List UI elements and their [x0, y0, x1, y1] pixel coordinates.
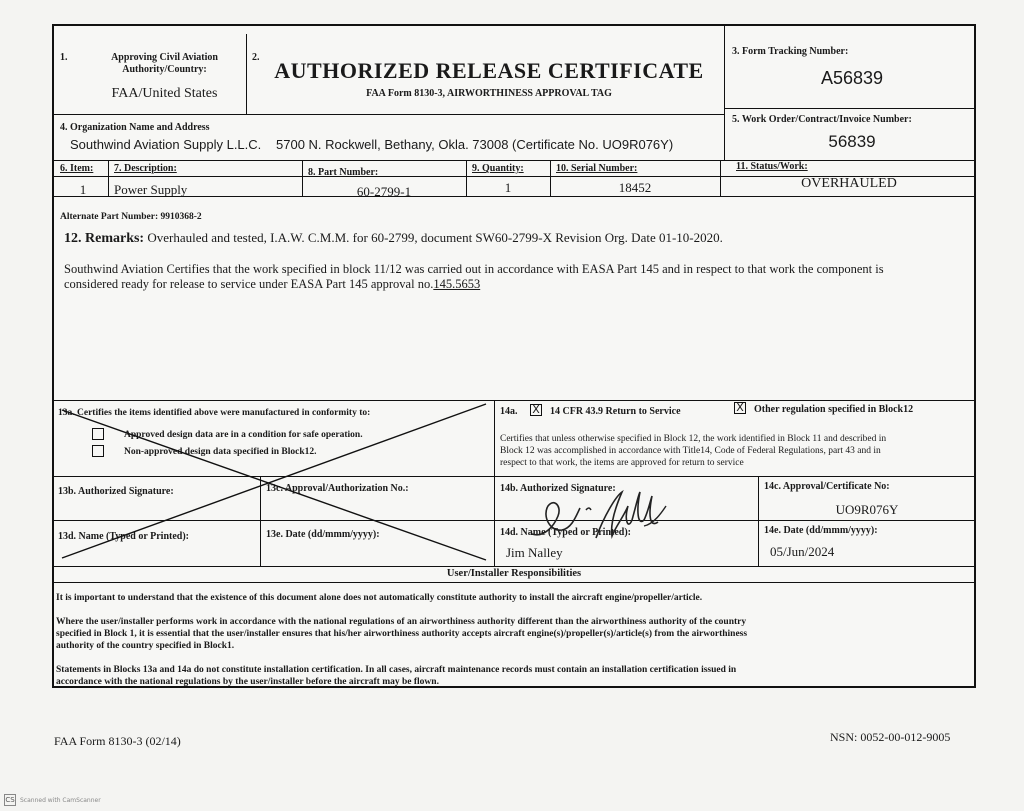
- other-regulation-checkbox[interactable]: X: [734, 402, 746, 414]
- block14a-cert-line1: Certifies that unless otherwise specified in Block 12, the work identified in Block 11 and described in: [500, 434, 887, 444]
- responsibilities-para3-line1: Statements in Blocks 13a and 14a do not constitute installation certification. In all cases, aircraft maintenance records must contain an installation certification issued in: [56, 665, 737, 675]
- certification-line2: [64, 277, 964, 292]
- description-value: Power Supply: [114, 182, 188, 197]
- approving-authority-value: FAA/United States: [111, 86, 218, 101]
- other-regulation-label: Other regulation specified in Block12: [754, 404, 914, 415]
- approved-design-label: Approved design data are in a condition for safe operation.: [124, 430, 363, 440]
- block13a-label: 13a. Certifies the items identified above were manufactured in conformity to:: [58, 408, 371, 418]
- cfr-43-9-checkbox[interactable]: X: [530, 404, 542, 416]
- remarks-line: [64, 230, 964, 247]
- block13b-label: 13b. Authorized Signature:: [58, 486, 174, 497]
- block13e-label: 13e. Date (dd/mmm/yyyy):: [266, 529, 380, 540]
- block14c-label: 14c. Approval/Certificate No:: [764, 481, 890, 492]
- block1-number: 1.: [60, 52, 68, 63]
- block13-crossout: [54, 400, 494, 566]
- form-subtitle: FAA Form 8130-3, AIRWORTHINESS APPROVAL TAG: [366, 88, 612, 99]
- block14a-label: 14a.: [500, 406, 518, 417]
- certification-line1: Southwind Aviation Certifies that the work specified in block 11/12 was carried out in accordance with EASA Part 145 and in respect to that work the component is: [64, 262, 884, 276]
- organization-address: 5700 N. Rockwell, Bethany, Okla. 73008 (Certificate No. UO9R076Y): [276, 137, 674, 152]
- block13c-label: 13c. Approval/Authorization No.:: [266, 483, 409, 494]
- quantity-header: 9. Quantity:: [472, 163, 524, 174]
- crossout-line-2: [62, 404, 486, 558]
- responsibilities-para3: [56, 664, 972, 688]
- release-certificate-form: [52, 24, 976, 688]
- non-approved-design-label: Non-approved design data specified in Block12.: [124, 447, 317, 457]
- sign-date: 05/Jun/2024: [770, 544, 835, 559]
- block14e-label: 14e. Date (dd/mmm/yyyy):: [764, 525, 878, 536]
- responsibilities-para2-line1: Where the user/installer performs work in accordance with the national regulations of an airworthiness authority different than the airworthiness authority of the country: [56, 617, 747, 627]
- item-value: 1: [79, 182, 87, 197]
- serial-number-value: 18452: [618, 180, 652, 195]
- part-number-value: 60-2799-1: [356, 184, 412, 199]
- alternate-part-number: Alternate Part Number: 9910368-2: [60, 212, 202, 222]
- nsn-number: NSN: 0052-00-012-9005: [830, 730, 951, 744]
- block14a-cert-line3: respect to that work, the items are approved for return to service: [500, 458, 744, 468]
- signer-name: Jim Nalley: [506, 545, 563, 560]
- responsibilities-para3-line2: accordance with the national regulations by the user/installer before the aircraft may be flown.: [56, 677, 439, 687]
- responsibilities-para1: It is important to understand that the existence of this document alone does not automatically constitute authority to install the aircraft engine/propeller/article.: [56, 593, 703, 603]
- form-title: AUTHORIZED RELEASE CERTIFICATE: [274, 58, 704, 83]
- block5-label: 5. Work Order/Contract/Invoice Number:: [732, 114, 912, 125]
- item-header: 6. Item:: [60, 163, 94, 174]
- description-header: 7. Description:: [114, 163, 177, 174]
- block1-title: [82, 52, 247, 76]
- form-tracking-number: A56839: [820, 68, 884, 88]
- authorized-signature: [524, 476, 684, 556]
- part-number-header: 8. Part Number:: [308, 167, 379, 178]
- remarks-label: 12. Remarks:: [64, 231, 145, 246]
- block13d-label: 13d. Name (Typed or Printed):: [58, 531, 190, 542]
- responsibilities-para2: [56, 616, 972, 652]
- block14d-label: 14d. Name (Typed or Printed):: [500, 527, 632, 538]
- cfr-43-9-label: 14 CFR 43.9 Return to Service: [550, 406, 681, 417]
- block14a-certification: [500, 433, 970, 469]
- approval-number: 145.5653: [433, 277, 481, 291]
- quantity-value: 1: [504, 180, 512, 195]
- block4-label: 4. Organization Name and Address: [60, 122, 210, 133]
- block1-title-line1: Approving Civil Aviation: [111, 52, 218, 63]
- serial-number-header: 10. Serial Number:: [556, 163, 638, 174]
- responsibilities-para2-line3: authority of the country specified in Block1.: [56, 641, 235, 651]
- responsibilities-para2-line2: specified in Block 1, it is essential that the user/installer ensures that his/her airworthiness authority accepts aircraft engine(s)/propeller(s)/article(s) from the airworthiness: [56, 629, 748, 639]
- block1-title-line2: Authority/Country:: [122, 64, 207, 75]
- block14b-label: 14b. Authorized Signature:: [500, 483, 616, 494]
- crossout-line-1: [62, 410, 486, 560]
- block3-label: 3. Form Tracking Number:: [732, 46, 849, 57]
- approval-certificate-number: UO9R076Y: [835, 502, 899, 517]
- responsibilities-title: User/Installer Responsibilities: [446, 568, 582, 579]
- scanner-logo-icon: CS: [5, 796, 15, 804]
- block14a-cert-line2: Block 12 was accomplished in accordance with Title14, Code of Federal Regulations, part 43 and in: [500, 446, 881, 456]
- status-work-value: OVERHAULED: [801, 176, 897, 191]
- form-identifier: FAA Form 8130-3 (02/14): [54, 734, 181, 748]
- organization-name: Southwind Aviation Supply L.L.C.: [70, 137, 262, 152]
- block2-number: 2.: [252, 52, 260, 63]
- scanner-watermark: Scanned with CamScanner: [20, 797, 101, 804]
- status-work-header: 11. Status/Work:: [736, 161, 808, 172]
- certification-text: considered ready for release to service under EASA Part 145 approval no.: [64, 277, 434, 291]
- work-order-number: 56839: [828, 132, 876, 151]
- remarks-text: Overhauled and tested, I.A.W. C.M.M. for 60-2799, document SW60-2799-X Revision Org. Date 01-10-2020.: [147, 230, 723, 245]
